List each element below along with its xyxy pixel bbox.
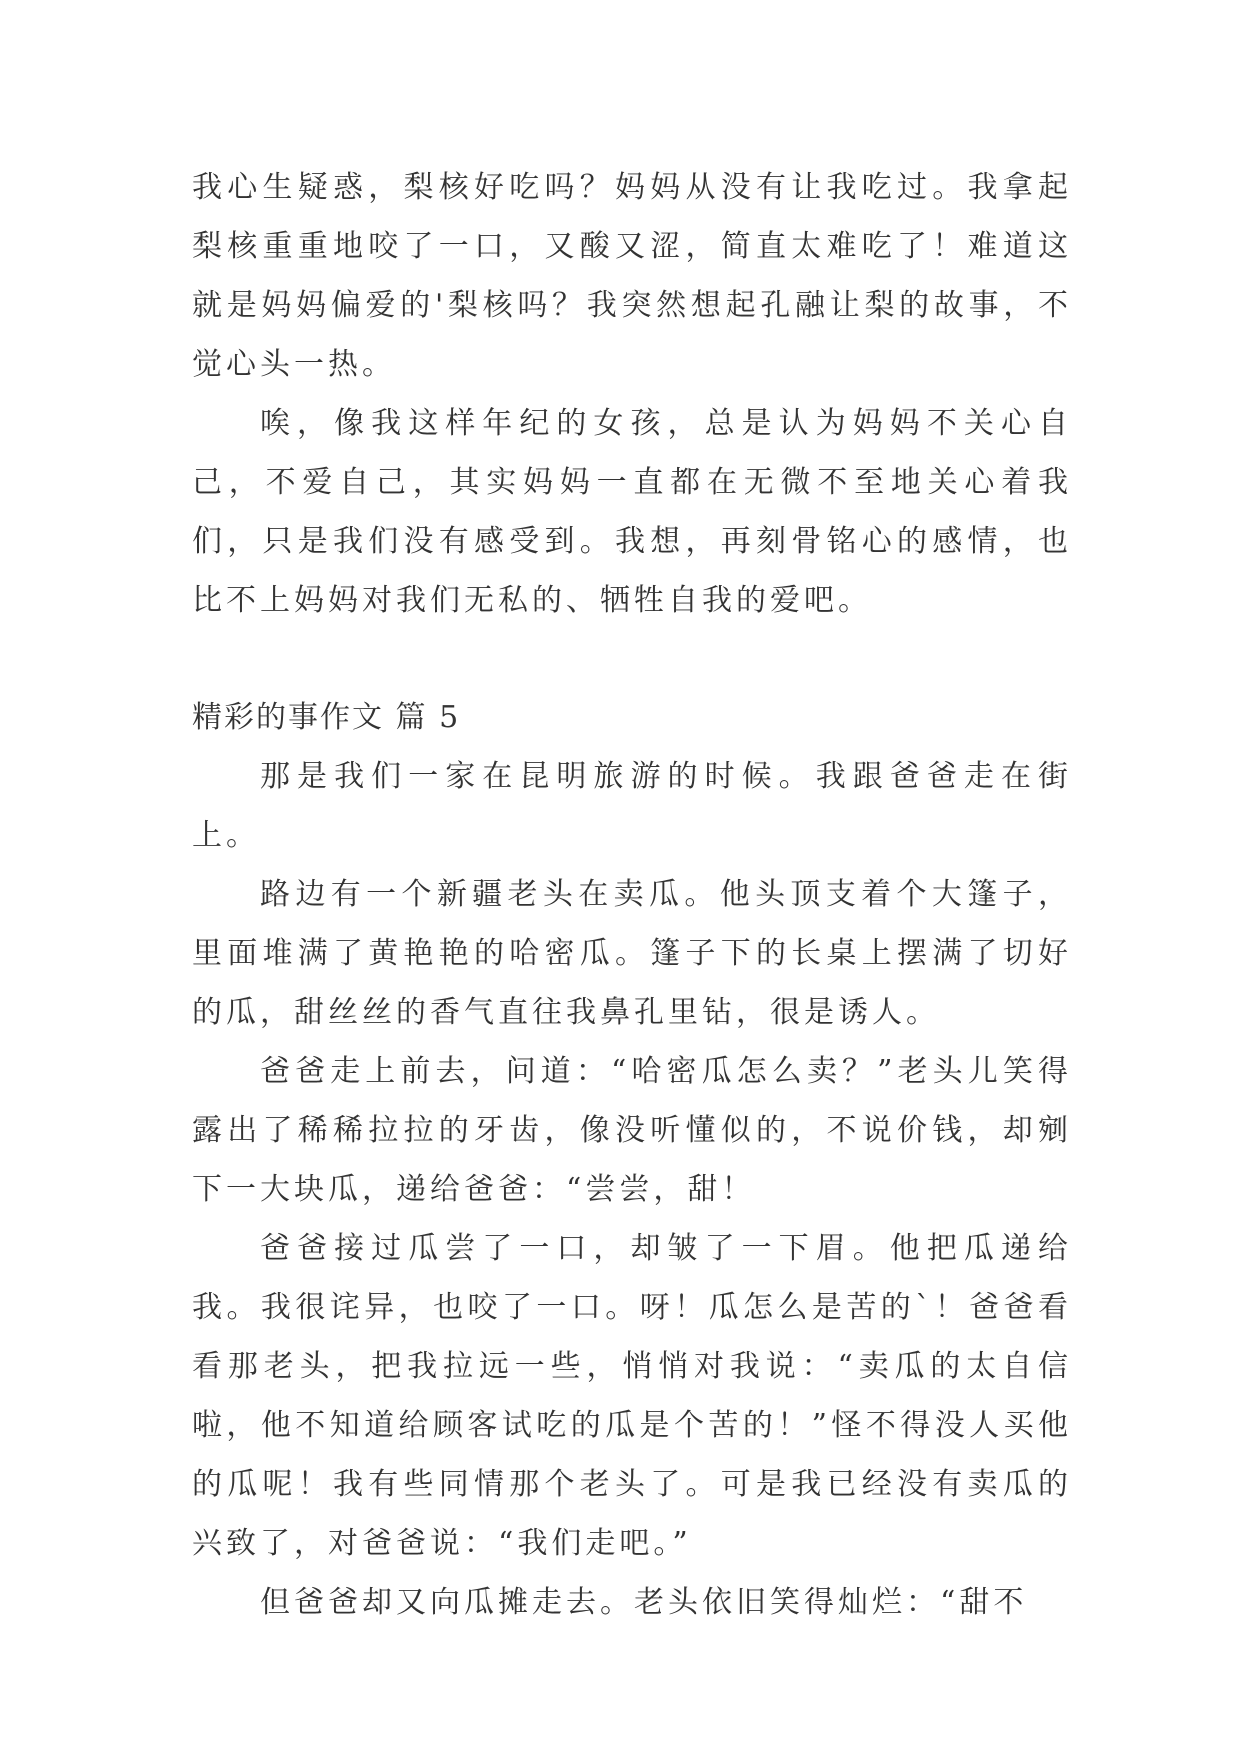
section-paragraph-5: 但爸爸却又向瓜摊走去。老头依旧笑得灿烂：“甜不 bbox=[260, 1585, 1028, 1620]
section-title: 精彩的事作文 篇 5 bbox=[192, 700, 461, 735]
document-page bbox=[192, 158, 1072, 1632]
section-paragraph-4: 爸爸接过瓜尝了一口，却皱了一下眉。他把瓜递给我。我很诧异，也咬了一口。呀！瓜怎么是苦的`！爸爸看看那老头，把我拉远一些，悄悄对我说：“卖瓜的太自信啦，他不知道给顾客试吃的瓜是个苦的！”怪不得没人买他的瓜呢！我有些同情那个老头了。可是我已经没有卖瓜的兴致了，对爸爸说：“我们走吧。” bbox=[192, 1231, 1072, 1561]
section-paragraph-1: 那是我们一家在昆明旅游的时候。我跟爸爸走在街上。 bbox=[192, 759, 1072, 853]
intro-paragraph-2: 唉，像我这样年纪的女孩，总是认为妈妈不关心自己，不爱自己，其实妈妈一直都在无微不至地关心着我们，只是我们没有感受到。我想，再刻骨铭心的感情，也比不上妈妈对我们无私的、牺牲自我的爱吧。 bbox=[192, 406, 1072, 618]
section-paragraph-3: 爸爸走上前去，问道：“哈密瓜怎么卖？”老头儿笑得露出了稀稀拉拉的牙齿，像没听懂似的，不说价钱，却剜下一大块瓜，递给爸爸：“尝尝，甜！ bbox=[192, 1054, 1072, 1207]
section-paragraph-2: 路边有一个新疆老头在卖瓜。他头顶支着个大篷子，里面堆满了黄艳艳的哈密瓜。篷子下的长桌上摆满了切好的瓜，甜丝丝的香气直往我鼻孔里钻，很是诱人。 bbox=[192, 877, 1072, 1030]
intro-paragraph-1: 我心生疑惑，梨核好吃吗？妈妈从没有让我吃过。我拿起梨核重重地咬了一口，又酸又涩，简直太难吃了！难道这就是妈妈偏爱的'梨核吗？我突然想起孔融让梨的故事，不觉心头一热。 bbox=[192, 170, 1072, 382]
